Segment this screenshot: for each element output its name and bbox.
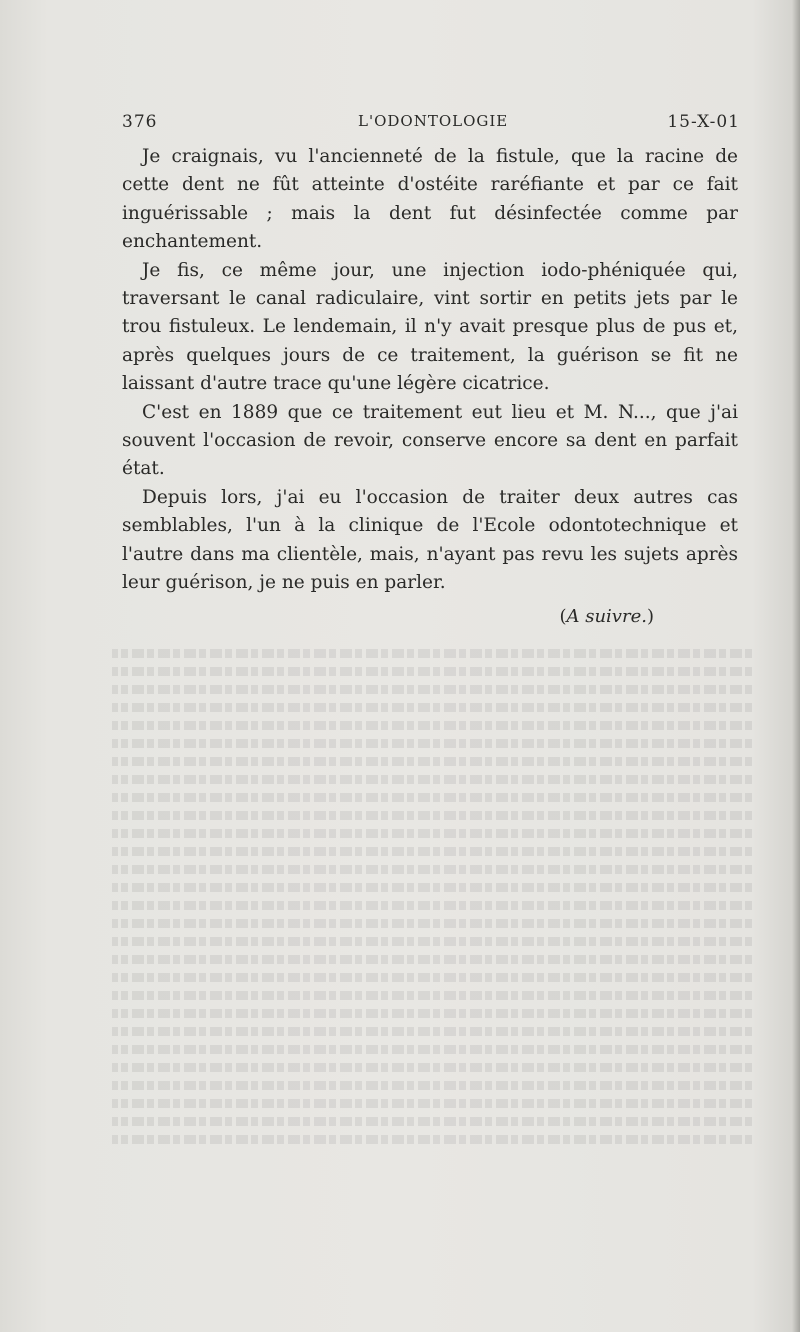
- continuation-text: A suivre.: [566, 606, 647, 627]
- page-edge-shadow: [792, 0, 800, 1332]
- running-header: [122, 112, 740, 140]
- issue-date: 15-X-01: [667, 112, 740, 132]
- paragraph: Je fis, ce même jour, une injection iodo-phéniquée qui, traversant le canal radiculaire, vint sortir en petits jets par le trou fistuleux. Le lendemain, il n'y avait presque plus de pus et, après quelques jours de ce traitement, la guérison se fit ne laissant d'autre trace qu'une légère cicatrice.: [122, 259, 738, 395]
- page-number: 376: [122, 112, 158, 132]
- paragraph: C'est en 1889 que ce traitement eut lieu et M. N..., que j'ai souvent l'occasion de revoir, conserve encore sa dent en parfait état.: [122, 401, 738, 480]
- body-text: [122, 143, 738, 598]
- journal-title: L'ODONTOLOGIE: [358, 112, 509, 130]
- paragraph: Depuis lors, j'ai eu l'occasion de traiter deux autres cas semblables, l'un à la clinique de l'Ecole odontotechnique et l'autre dans ma clientèle, mais, n'ayant pas revu les sujets après leur guérison, je ne puis en parler.: [122, 486, 738, 594]
- bleed-through-texture: [112, 640, 752, 1200]
- paragraph: Je craignais, vu l'ancienneté de la fistule, que la racine de cette dent ne fût atteinte d'ostéite raréfiante et par ce fait inguérissable ; mais la dent fut désinfectée comme par enchantement.: [122, 146, 738, 253]
- continuation-note: (A suivre.): [559, 606, 654, 627]
